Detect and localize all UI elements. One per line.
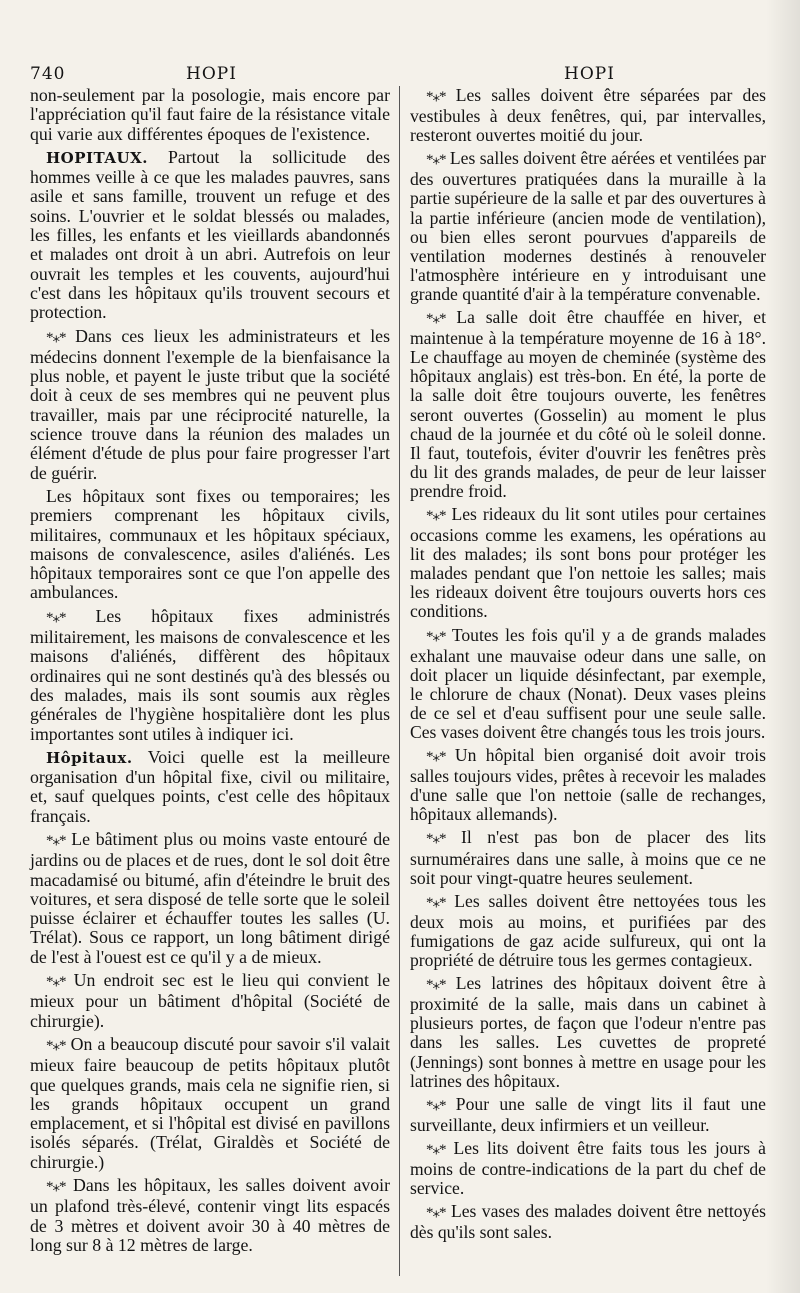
asterism: *⁎*	[46, 329, 66, 346]
paragraph-text: Les vases des malades doivent être nettoyés dès qu'ils sont sales.	[410, 1201, 766, 1243]
running-head-right: HOPI	[564, 64, 615, 84]
right-column	[410, 86, 766, 1246]
paragraph	[30, 607, 390, 744]
running-head-left: HOPI	[186, 64, 237, 84]
asterism: *⁎*	[46, 609, 66, 626]
asterism: *⁎*	[426, 749, 446, 766]
asterism: *⁎*	[426, 977, 446, 994]
paragraph	[410, 828, 766, 887]
paragraph-text: Un endroit sec est le lieu qui convient le mieux pour un bâtiment d'hôpital (Société de chirurgie).	[30, 970, 390, 1031]
asterism: *⁎*	[426, 831, 446, 848]
paragraph	[30, 1176, 390, 1255]
paragraph	[410, 626, 766, 743]
entry-keyword: Hôpitaux.	[46, 748, 133, 767]
paragraph-text: La salle doit être chauffée en hiver, et maintenue à la température moyenne de 16 à 18°. Le chauffage au moyen de cheminée (système des hôpitaux anglais) est très-bon. En été, la porte de la salle doit être toujours ouverte, les fenêtres seront ouvertes (Gosselin) au moment le plus chaud de la journée et du côté où le soleil donne. Il faut, toutefois, éviter d'ouvrir les fenêtres près du lit des grands malades, de peur de leur laisser prendre froid.	[410, 307, 766, 501]
asterism: *⁎*	[426, 507, 446, 524]
paragraph	[410, 746, 766, 824]
asterism: *⁎*	[426, 311, 446, 328]
asterism: *⁎*	[46, 1037, 66, 1054]
asterism: *⁎*	[426, 152, 446, 169]
paragraph	[410, 892, 766, 970]
paragraph-text: non-seulement par la posologie, mais encore par l'appréciation qu'il faut faire de la résistance vitale qui varie aux différentes époques de l'existence.	[30, 85, 390, 144]
paragraph	[410, 974, 766, 1091]
paragraph-text: Voici quelle est la meilleure organisation d'un hôpital fixe, civil ou militaire, et, sauf quelques points, c'est celle des hôpitaux français.	[30, 746, 390, 826]
entry-hopitaux-organisation	[30, 748, 390, 826]
paragraph	[30, 487, 390, 603]
paragraph-text: Les hôpitaux sont fixes ou temporaires; les premiers comprenant les hôpitaux civils, militaires, communaux et les hôpitaux spéciaux, maisons de convalescence, asiles d'aliénés. Les hôpitaux temporaires sont ce que l'on appelle des ambulances.	[30, 485, 390, 603]
paragraph-text: On a beaucoup discuté pour savoir s'il valait mieux faire beaucoup de petits hôpitaux plutôt que quelques grands, mais cela ne signifie rien, si les grands hôpitaux occupent un grand emplacement, et si l'hôpital est divisé en pavillons isolés séparés. (Trélat, Giraldès et Société de chirurgie.)	[30, 1033, 390, 1172]
asterism: *⁎*	[426, 89, 446, 105]
paragraph	[30, 971, 390, 1031]
page-edge-shadow	[766, 0, 800, 1293]
paragraph-text: Les lits doivent être faits tous les jours à moins de contre-indications de la part du chef de service.	[410, 1137, 766, 1199]
paragraph-text: Les salles doivent être aérées et ventilées par des ouvertures pratiquées dans la muraille à la partie supérieure de la salle et par des ouvertures à la partie inférieure (ancien mode de ventilation), ou bien elles seront pourvues d'appareils de ventilation modernes destinés à renouveler l'atmosphère intérieure en y introduisant une grande quantité d'air à la température convenable.	[410, 148, 766, 304]
paragraph-text: Partout la sollicitude des hommes veille à ce que les malades pauvres, sans asile et sans famille, trouvent un refuge et des soins. L'ouvrier et le soldat blessés ou malades, les filles, les enfants et les vieillards abandonnés et malades ont droit à un abri. Autrefois on leur ouvrait les temples et les couvents, aujourd'hui c'est dans les hôpitaux qu'ils trouvent secours et protection.	[30, 146, 390, 323]
paragraph-text: Il n'est pas bon de placer des lits surnuméraires dans une salle, à moins que ce ne soit pour vingt-quatre heures seulement.	[410, 827, 766, 888]
paragraph	[410, 308, 766, 501]
paragraph	[410, 1095, 766, 1135]
asterism: *⁎*	[426, 1097, 446, 1114]
asterism: *⁎*	[426, 1141, 446, 1158]
paragraph-text: Un hôpital bien organisé doit avoir trois salles toujours vides, prêtes à recevoir les malades d'une salle que l'on nettoie (salle de rechanges, hôpitaux allemands).	[410, 745, 766, 825]
entry-hopitaux	[30, 148, 390, 323]
asterism: *⁎*	[426, 628, 446, 645]
column-divider	[399, 86, 400, 1276]
paragraph	[30, 830, 390, 967]
page-number: 740	[30, 64, 66, 84]
paragraph	[30, 327, 390, 483]
paragraph-text: Les rideaux du lit sont utiles pour certaines occasions comme les examens, les opérations au lit des malades; ils sont bons pour protéger les malades pendant que l'on nettoie les salles; mais les rideaux doivent être toujours ouverts hors ces conditions.	[410, 503, 766, 622]
paragraph-text: Les salles doivent être séparées par des vestibules à deux fenêtres, qui, par intervalles, resteront ouvertes moitié du jour.	[410, 85, 766, 146]
asterism: *⁎*	[46, 974, 66, 991]
paragraph	[410, 1139, 766, 1198]
asterism: *⁎*	[426, 894, 446, 911]
paragraph	[410, 86, 766, 145]
paragraph-text: Dans ces lieux les administrateurs et les médecins donnent l'exemple de la bienfaisance la plus noble, et payent le juste tribut que la société doit à ceux de ses membres qui ne peuvent plus travailler, mais par une réciprocité naturelle, la science trouve dans la réunion des malades un élément d'étude de plus pour faire progresser l'art de guérir.	[30, 325, 390, 483]
paragraph	[30, 1035, 390, 1172]
paragraph-text: Le bâtiment plus ou moins vaste entouré de jardins ou de places et de rues, dont le sol doit être macadamisé ou bitumé, afin d'éteindre le bruit des voitures, et sera disposé de telle sorte que le soleil puisse éclairer et échauffer toutes les salles (U. Trélat). Sous ce rapport, un long bâtiment dirigé de l'est à l'ouest est ce qu'il y a de mieux.	[30, 828, 390, 967]
asterism: *⁎*	[46, 832, 66, 849]
paragraph-text: Pour une salle de vingt lits il faut une surveillante, deux infirmiers et un veilleur.	[410, 1093, 766, 1135]
paragraph	[30, 86, 390, 144]
paragraph-text: Dans les hôpitaux, les salles doivent avoir un plafond très-élevé, contenir vingt lits espacés de 3 mètres et doivent avoir 30 à 40 mètres de long sur 8 à 12 mètres de large.	[30, 1175, 390, 1255]
asterism: *⁎*	[426, 1205, 446, 1222]
paragraph-text: Les latrines des hôpitaux doivent être à proximité de la salle, mais dans un cabinet à plusieurs portes, de façon que l'odeur n'entre pas dans les salles. Les cuvettes de propreté (Jennings) sont bonnes à mettre en usage pour les latrines des hôpitaux.	[410, 973, 766, 1091]
entry-keyword: HOPITAUX.	[46, 148, 148, 167]
paragraph-text: Les hôpitaux fixes administrés militairement, les maisons de convalescence et les maisons d'aliénés, diffèrent des hôpitaux ordinaires qui ne sont destinés qu'à des blessés ou des malades, mais ils sont soumis aux règles générales de l'hygiène hospitalière dont les plus importantes sont utiles à indiquer ici.	[30, 605, 390, 744]
paragraph	[410, 1202, 766, 1242]
paragraph-text: Toutes les fois qu'il y a de grands malades exhalant une mauvaise odeur dans une salle, on doit placer un liquide désinfectant, par exemple, le chlorure de chaux (Nonat). Deux vases pleins de ce sel et d'eau suffisent pour une seule salle. Ces vases doivent être changés tous les trois jours.	[410, 624, 766, 742]
paragraph-text: Les salles doivent être nettoyées tous les deux mois au moins, et purifiées par des fumigations de gaz acide sulfureux, qui ont la propriété de détruire tous les germes contagieux.	[410, 890, 766, 971]
left-column	[30, 86, 390, 1259]
asterism: *⁎*	[46, 1179, 66, 1196]
paragraph	[410, 149, 766, 304]
paragraph	[410, 505, 766, 622]
